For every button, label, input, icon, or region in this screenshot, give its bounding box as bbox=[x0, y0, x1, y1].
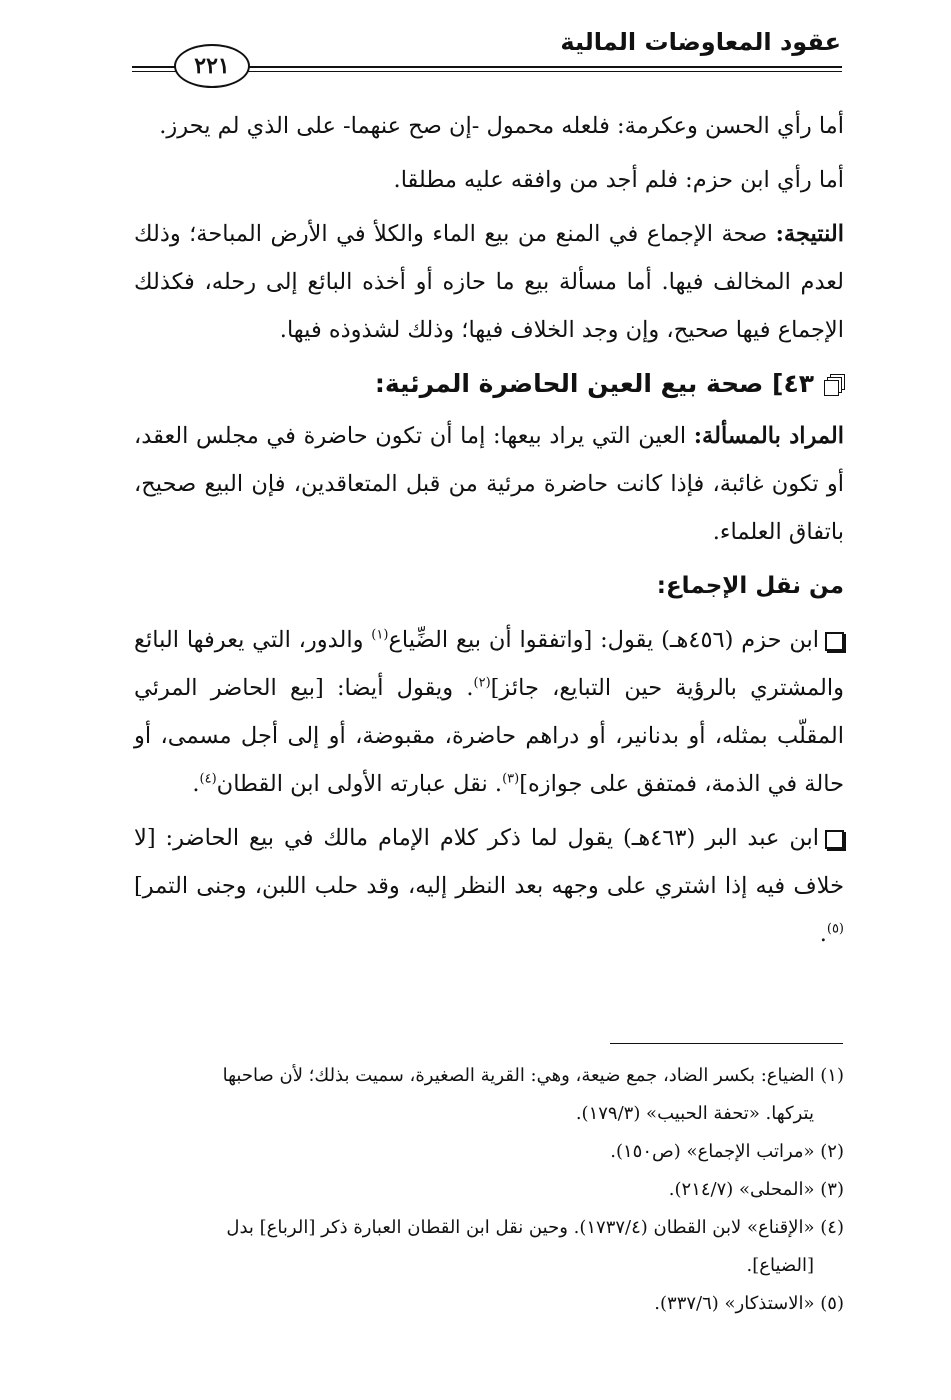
paragraph-1: أما رأي الحسن وعكرمة: فلعله محمول -إن صح عنهما- على الذي لم يحرز. bbox=[159, 113, 844, 139]
paragraph-definition bbox=[134, 412, 844, 556]
quote-1-part-e: . bbox=[192, 771, 200, 797]
quote-1-part-c: . ويقول أيضا: [بيع الحاضر المرئي المقلّب بمثله، أو بدنانير، أو دراهم حاضرة، مقبوضة، أو إلى أجل مسمى، أو حالة في الذمة، فمتفق على جوازه] bbox=[134, 675, 844, 797]
footnote-4-continued: [الضياع]. bbox=[746, 1255, 814, 1276]
header-rule-left-thin bbox=[132, 71, 176, 72]
document-stack-icon bbox=[824, 374, 844, 394]
quote-ibn-abd-al-barr bbox=[134, 814, 844, 958]
footnote-3: (٣) «المحلى» (٢١٤/٧). bbox=[668, 1179, 844, 1200]
section-title: ٤٣] صحة بيع العين الحاضرة المرئية: bbox=[374, 369, 814, 398]
square-bullet-icon bbox=[825, 632, 844, 651]
section-heading bbox=[134, 360, 844, 408]
paragraph-2: أما رأي ابن حزم: فلم أجد من وافقه عليه مطلقا. bbox=[393, 167, 844, 193]
quote-2-part-a: ابن عبد البر (٤٦٣هـ) يقول لما ذكر كلام الإمام مالك في بيع الحاضر: [لا خلاف فيه إذا اشتري على وجهه بعد النظر إليه، وقد حلب اللبن، وجنى التمر] bbox=[134, 825, 844, 899]
footnote-ref-3[interactable]: (٣) bbox=[502, 771, 520, 787]
page-number-badge bbox=[174, 44, 250, 88]
quote-2-part-b: . bbox=[819, 921, 827, 947]
square-bullet-icon bbox=[825, 830, 844, 849]
header-rule-right-thin bbox=[246, 71, 842, 72]
footnote-ref-2[interactable]: (٢) bbox=[473, 675, 491, 691]
footnote-ref-5[interactable]: (٥) bbox=[826, 921, 844, 937]
definition-text: العين التي يراد بيعها: إما أن تكون حاضرة في مجلس العقد، أو تكون غائبة، فإذا كانت حاضرة مرئية من قبل المتعاقدين، فإن البيع صحيح، باتفاق العلماء. bbox=[134, 423, 844, 545]
footnote-separator bbox=[610, 1043, 843, 1044]
result-text: صحة الإجماع في المنع من بيع الماء والكلأ في الأرض المباحة؛ وذلك لعدم المخالف فيها. أما مسألة بيع ما حازه أو أخذه البائع إلى رحله، فكذلك الإجماع فيها صحيح، وإن وجد الخلاف فيها؛ وذلك لشذوذه فيها. bbox=[134, 221, 844, 343]
result-label: النتيجة: bbox=[775, 221, 844, 247]
quote-1-part-b: والدور، التي يعرفها البائع والمشتري بالرؤية حين التبايع، جائز] bbox=[134, 627, 845, 701]
paragraph-result bbox=[134, 210, 844, 354]
main-text bbox=[134, 102, 844, 964]
quote-1-part-a: ابن حزم (٤٥٦هـ) يقول: [واتفقوا أن بيع الضِّياع bbox=[388, 627, 819, 653]
header-rule-right bbox=[246, 66, 842, 68]
footnote-1: (١) الضياع: بكسر الضاد، جمع ضيعة، وهي: القرية الصغيرة، سميت بذلك؛ لأن صاحبها bbox=[222, 1065, 844, 1086]
quote-ibn-hazm bbox=[134, 616, 844, 808]
footnote-ref-4[interactable]: (٤) bbox=[199, 771, 217, 787]
footnotes bbox=[134, 1058, 844, 1324]
page-number: ٢٢١ bbox=[194, 53, 230, 79]
quote-1-part-d: . نقل عبارته الأولى ابن القطان bbox=[216, 771, 503, 797]
footnote-ref-1[interactable]: (١) bbox=[371, 627, 389, 643]
footnote-1-continued: يتركها. «تحفة الحبيب» (١٧٩/٣). bbox=[575, 1103, 814, 1124]
footnote-5: (٥) «الاستذكار» (٣٣٧/٦). bbox=[654, 1293, 844, 1314]
footnote-2: (٢) «مراتب الإجماع» (ص١٥٠). bbox=[610, 1141, 844, 1162]
definition-label: المراد بالمسألة: bbox=[693, 423, 845, 449]
running-title: عقود المعاوضات المالية bbox=[560, 28, 841, 56]
subheading-consensus: من نقل الإجماع: bbox=[656, 573, 844, 599]
header-rule-left bbox=[132, 66, 176, 68]
footnote-4: (٤) «الإقناع» لابن القطان (١٧٣٧/٤). وحين نقل ابن القطان العبارة ذكر [الرباع] بدل bbox=[226, 1217, 844, 1238]
